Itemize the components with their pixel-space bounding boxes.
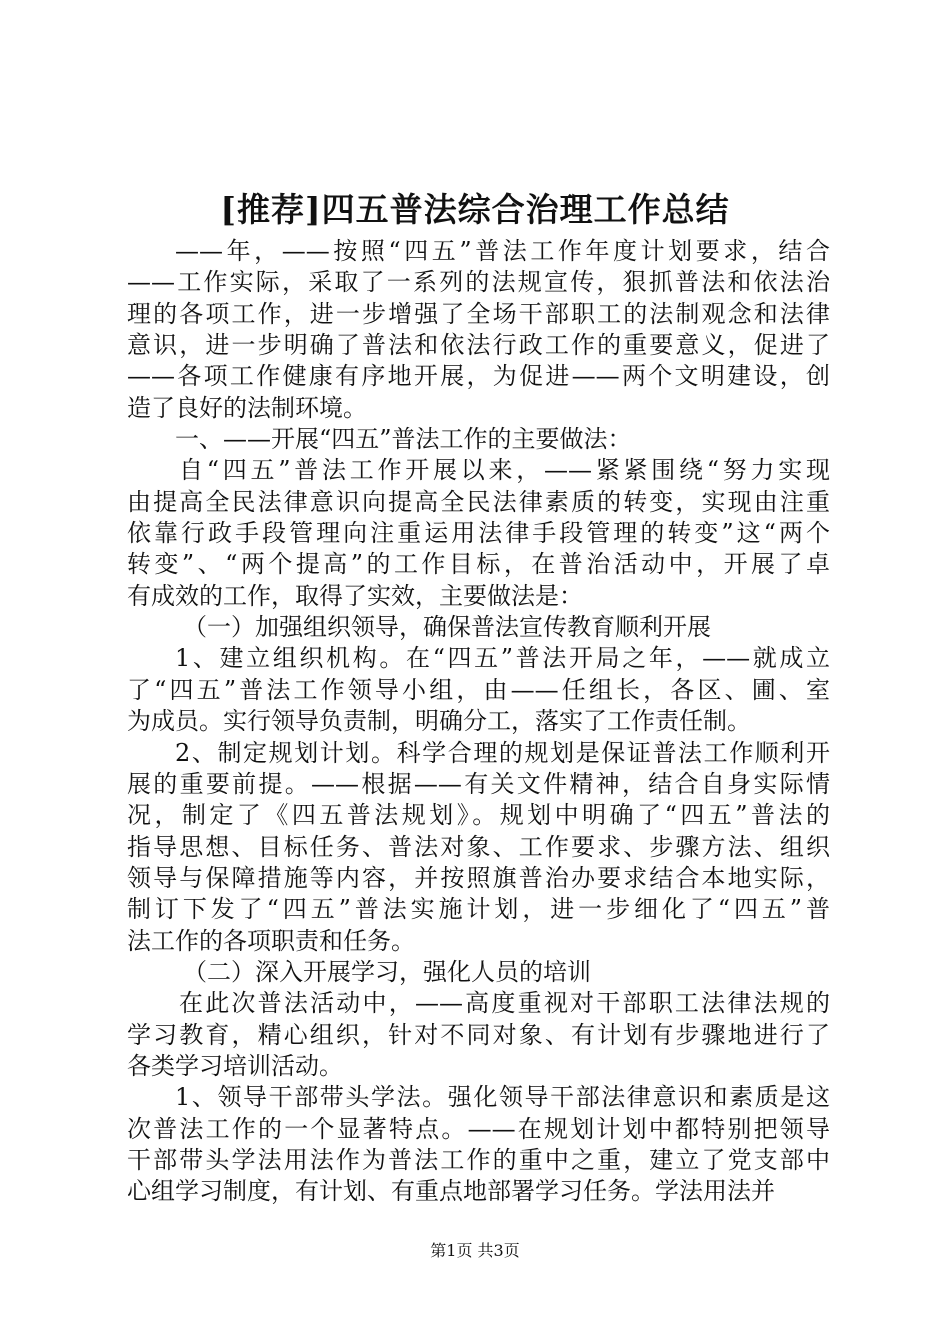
page-footer: 第1页 共3页	[430, 1241, 520, 1260]
paragraph	[127, 612, 830, 643]
paragraph	[127, 455, 830, 612]
paragraph-line: 有成效的工作，取得了实效，主要做法是：	[127, 581, 583, 610]
paragraph-line: 次普法工作的一个显著特点。——在规划计划中都特别把领导	[127, 1114, 830, 1143]
paragraph-line: 理的各项工作，进一步增强了全场干部职工的法制观念和法律	[127, 299, 830, 328]
paragraph	[127, 957, 830, 988]
paragraph-line: 自“四五”普法工作开展以来，——紧紧围绕“努力实现	[179, 456, 830, 485]
paragraph-line: 况，制定了《四五普法规划》。规划中明确了“四五”普法的	[127, 801, 830, 830]
paragraph	[127, 738, 830, 957]
paragraph-line: 心组学习制度，有计划、有重点地部署学习任务。学法用法并	[127, 1177, 775, 1206]
paragraph-line: 1、建立组织机构。在“四五”普法开局之年，——就成立	[175, 644, 830, 673]
paragraph	[127, 424, 830, 455]
paragraph-line: 制订下发了“四五”普法实施计划，进一步细化了“四五”普	[127, 895, 830, 924]
paragraph-line: 造了良好的法制环境。	[127, 393, 367, 422]
paragraph-line: 2、制定规划计划。科学合理的规划是保证普法工作顺利开	[175, 738, 830, 767]
paragraph	[127, 988, 830, 1082]
paragraph-line: 由提高全民法律意识向提高全民法律素质的转变，实现由注重	[127, 487, 830, 516]
document-title: [推荐]四五普法综合治理工作总结	[220, 190, 730, 229]
paragraph	[127, 236, 830, 424]
paragraph-line: 依靠行政手段管理向注重运用法律手段管理的转变”这“两个	[127, 519, 830, 548]
paragraph-line: 1、领导干部带头学法。强化领导干部法律意识和素质是这	[175, 1083, 830, 1112]
paragraph-line: ——年，——按照“四五”普法工作年度计划要求，结合	[175, 237, 830, 265]
paragraph-line: 学习教育，精心组织，针对不同对象、有计划有步骤地进行了	[127, 1020, 830, 1049]
paragraph-line: 领导与保障措施等内容，并按照旗普治办要求结合本地实际，	[127, 863, 830, 892]
paragraph-line: （一）加强组织领导，确保普法宣传教育顺利开展	[183, 613, 711, 642]
paragraph-line: 意识，进一步明确了普法和依法行政工作的重要意义，促进了	[127, 331, 830, 360]
paragraph-line: 为成员。实行领导负责制，明确分工，落实了工作责任制。	[127, 707, 751, 736]
paragraph-line: 法工作的各项职责和任务。	[127, 926, 415, 955]
document-body	[127, 236, 830, 1208]
paragraph	[127, 1082, 830, 1207]
paragraph-line: 在此次普法活动中，——高度重视对干部职工法律法规的	[179, 989, 830, 1018]
paragraph-line: ——各项工作健康有序地开展，为促进——两个文明建设，创	[127, 362, 830, 391]
paragraph-line: 各类学习培训活动。	[127, 1051, 343, 1080]
paragraph-line: 一、——开展“四五”普法工作的主要做法：	[175, 425, 632, 454]
paragraph-line: ——工作实际，采取了一系列的法规宣传，狠抓普法和依法治	[127, 268, 830, 297]
paragraph-line: （二）深入开展学习，强化人员的培训	[183, 957, 591, 986]
paragraph-line: 转变”、“两个提高”的工作目标，在普治活动中，开展了卓	[127, 550, 830, 579]
paragraph	[127, 643, 830, 737]
paragraph-line: 指导思想、目标任务、普法对象、工作要求、步骤方法、组织	[127, 832, 830, 861]
paragraph-line: 干部带头学法用法作为普法工作的重中之重，建立了党支部中	[127, 1145, 830, 1174]
paragraph-line: 了“四五”普法工作领导小组，由——任组长，各区、圃、室	[127, 675, 830, 704]
paragraph-line: 展的重要前提。——根据——有关文件精神，结合自身实际情	[127, 769, 830, 798]
